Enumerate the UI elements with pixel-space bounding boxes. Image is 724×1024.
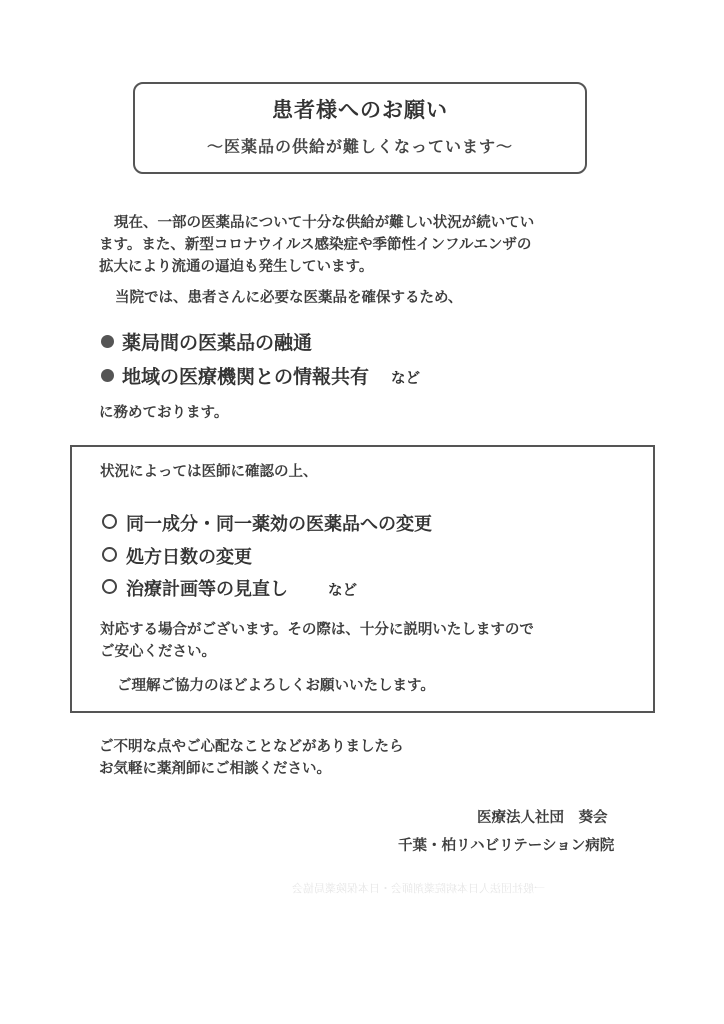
measure-item (101, 328, 312, 355)
signature-org: 医療法人社団 葵会 (477, 810, 608, 826)
notice-item (102, 510, 432, 536)
contact-paragraph (99, 736, 639, 780)
page-title: 患者様へのお願い (272, 98, 448, 122)
notice-lead: 状況によっては医師に確認の上、 (100, 464, 318, 480)
showthrough-text: 一般社団法人日本病院薬剤師会・日本保険薬局協会 (292, 882, 545, 895)
notice-body-line: ご安心ください。 (100, 644, 216, 660)
bullet-dot-icon (101, 335, 114, 348)
page-subtitle: ～医薬品の供給が難しくなっています～ (206, 137, 513, 156)
intro-line: 現在、一部の医薬品について十分な供給が難しい状況が続いてい (114, 215, 535, 231)
circle-bullet-icon (102, 579, 117, 594)
contact-line: ご不明な点やご心配なことなどがありましたら (99, 739, 404, 755)
intro-line: ます。また、新型コロナウイルス感染症や季節性インフルエンザの (99, 237, 532, 253)
intro-lead: 当院では、患者さんに必要な医薬品を確保するため、 (115, 290, 463, 306)
bullet-dot-icon (101, 369, 114, 382)
notice-box (70, 445, 655, 713)
contact-line: お気軽に薬剤師にご相談ください。 (99, 761, 331, 777)
etc-label: など (391, 371, 421, 387)
measure-item-label: 地域の医療機関との情報共有 (122, 366, 370, 388)
notice-item-label: 処方日数の変更 (126, 547, 252, 568)
intro-paragraph (99, 212, 639, 278)
measures-closing: に務めております。 (99, 405, 229, 421)
notice-item (102, 543, 252, 569)
notice-body-line: 対応する場合がございます。その際は、十分に説明いたしますので (100, 622, 534, 638)
signature-hospital: 千葉・柏リハビリテーション病院 (398, 838, 615, 854)
notice-body (100, 619, 534, 663)
measure-item (101, 362, 420, 389)
circle-bullet-icon (102, 514, 117, 529)
title-box (133, 82, 587, 174)
notice-item (102, 575, 357, 601)
notice-item-label: 同一成分・同一薬効の医薬品への変更 (126, 514, 432, 535)
intro-line: 拡大により流通の逼迫も発生しています。 (99, 259, 374, 275)
notice-thanks: ご理解ご協力のほどよろしくお願いいたします。 (117, 678, 435, 694)
etc-label: など (328, 583, 357, 599)
measure-item-label: 薬局間の医薬品の融通 (122, 332, 313, 354)
notice-item-label: 治療計画等の見直し (126, 579, 288, 600)
circle-bullet-icon (102, 547, 117, 562)
